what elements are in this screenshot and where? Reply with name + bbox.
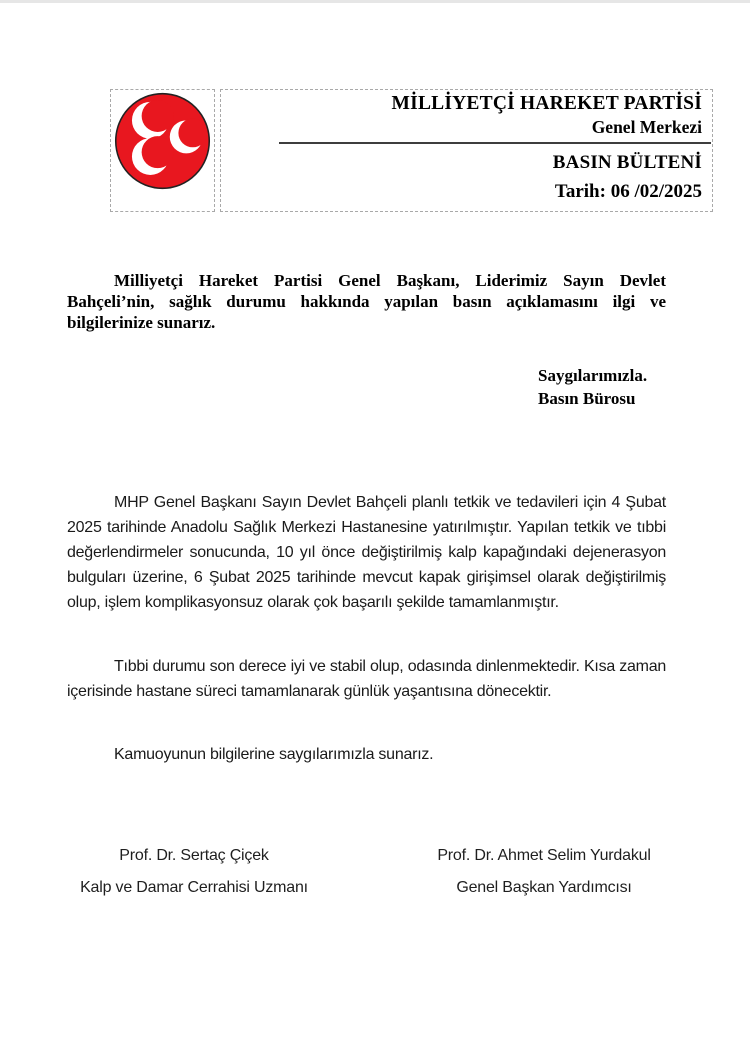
signatory-name: Prof. Dr. Sertaç Çiçek [119, 847, 269, 864]
intro-paragraph: Milliyetçi Hareket Partisi Genel Başkanı, Liderimiz Sayın Devlet Bahçeli’nin, sağlık durumu hakkında yapılan basın açıklamasını ilgi ve bilgilerinize sunarız. [67, 271, 666, 332]
signature-block [68, 845, 670, 899]
signatory-title: Genel Başkan Yardımcısı [456, 879, 632, 896]
paragraph-treatment: MHP Genel Başkanı Sayın Devlet Bahçeli planlı tetkik ve tedavileri için 4 Şubat 2025 tarihinde Anadolu Sağlık Merkezi Hastanesine yatırılmıştır. Yapılan tetkik ve tıbbi değerlendirmeler sonucunda, 10 yıl önce değiştirilmiş kalp kapağındaki dejenerasyon bulguları üzerine, 6 Şubat 2025 tarihinde mevcut kapak girişimsel olarak değiştirilmiş olup, işlem komplikasyonsuz olarak çok başarılı şekilde tamamlanmıştır. [67, 494, 666, 611]
three-crescents-icon [114, 91, 211, 191]
bulletin-date: Tarih: 06 /02/2025 [554, 181, 702, 202]
party-name: MİLLİYETÇİ HAREKET PARTİSİ [391, 93, 702, 114]
party-unit: Genel Merkezi [591, 117, 702, 137]
signature-right [418, 845, 670, 899]
letterhead-divider [279, 142, 711, 144]
document-body [67, 270, 666, 767]
signoff-press-office: Basın Bürosu [538, 388, 636, 408]
signature-left [68, 845, 320, 899]
signatory-title: Kalp ve Damar Cerrahisi Uzmanı [80, 879, 308, 896]
letterhead-text-box [220, 89, 713, 212]
page-top-edge [0, 0, 750, 3]
signatory-name: Prof. Dr. Ahmet Selim Yurdakul [437, 847, 651, 864]
signoff-block [67, 365, 666, 410]
signoff-regards: Saygılarımızla. [538, 366, 648, 385]
paragraph-status: Tıbbi durumu son derece iyi ve stabil olup, odasında dinlenmektedir. Kısa zaman içerisinde hastane süreci tamamlanarak günlük yaşantısına dönecektir. [67, 658, 666, 700]
letterhead [110, 89, 750, 212]
party-logo-box [110, 89, 215, 212]
bulletin-title: BASIN BÜLTENİ [552, 152, 702, 173]
paragraph-closing: Kamuoyunun bilgilerine saygılarımızla sunarız. [114, 746, 434, 763]
